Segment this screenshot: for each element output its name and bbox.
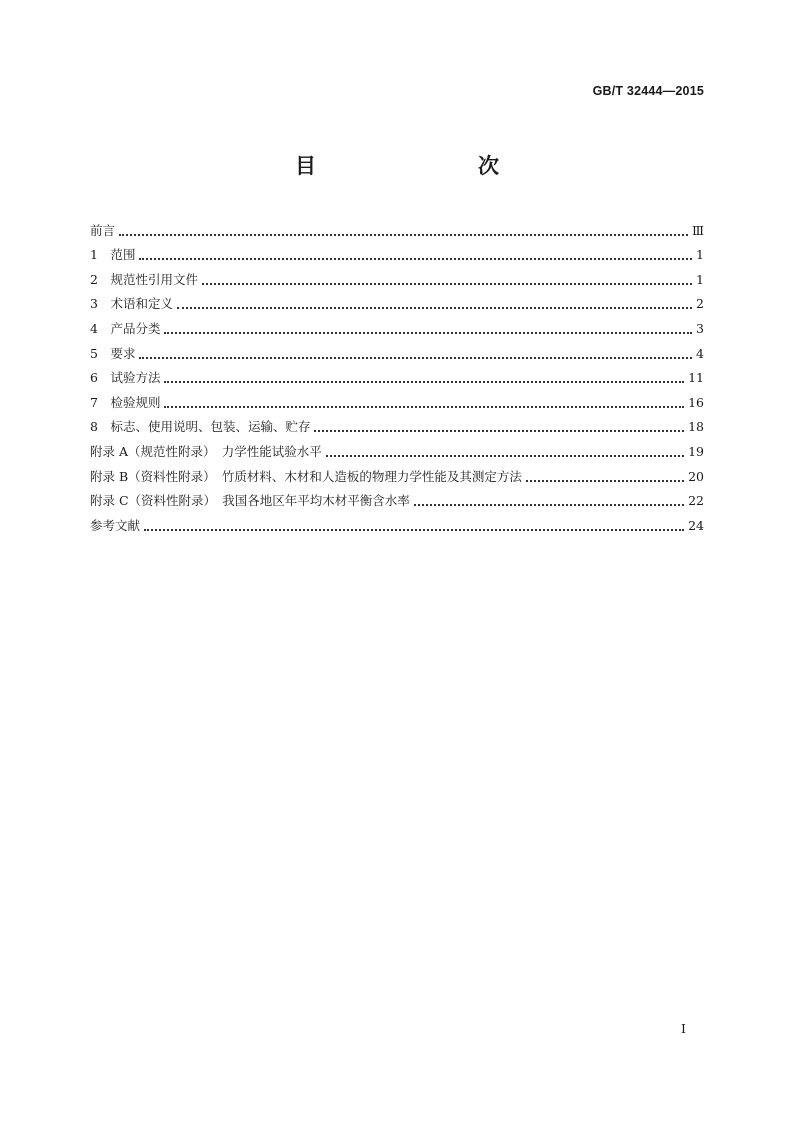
toc-entry-foreword[interactable] [90,214,704,239]
toc-entry-label: 4 产品分类 [90,320,161,336]
toc-entry-inspection-rules[interactable] [90,386,704,411]
toc-entry-normative-references[interactable] [90,263,704,288]
toc-entry-label: 5 要求 [90,345,136,361]
toc-entry-label: 6 试验方法 [90,370,161,386]
toc-entry-page: 24 [688,517,704,533]
toc-entry-test-methods[interactable] [90,362,704,387]
page-title: 目 次 [295,153,539,178]
toc-entry-page: 1 [696,247,704,263]
toc-entry-label: 附录 C（资料性附录） 我国各地区年平均木材平衡含水率 [90,493,410,509]
toc-entry-label: 前言 [90,222,116,238]
leader-dots [314,430,684,432]
leader-dots [202,283,692,285]
toc-entry-bibliography[interactable] [90,509,704,534]
toc-entry-marking-packaging[interactable] [90,411,704,436]
leader-dots [526,480,684,482]
toc-entry-page: 18 [688,419,704,435]
leader-dots [326,455,684,457]
leader-dots [177,307,692,309]
leader-dots [139,258,692,260]
toc-entry-page: 19 [688,443,704,459]
toc-entry-label: 附录 A（规范性附录） 力学性能试验水平 [90,443,322,459]
toc-entry-page: 22 [688,493,704,509]
toc-entry-label: 参考文献 [90,517,141,533]
toc-entry-classification[interactable] [90,312,704,337]
leader-dots [164,332,692,334]
toc-entry-page: 16 [688,394,704,410]
leader-dots [119,234,688,236]
toc-entry-page: 20 [688,468,704,484]
toc-entry-annex-b[interactable] [90,460,704,485]
toc-entry-page: 4 [696,345,704,361]
toc-entry-label: 2 规范性引用文件 [90,271,198,287]
toc-entry-label: 附录 B（资料性附录） 竹质材料、木材和人造板的物理力学性能及其测定方法 [90,468,522,484]
leader-dots [164,406,684,408]
leader-dots [414,504,684,506]
toc-entry-annex-a[interactable] [90,435,704,460]
page-number: I [681,1021,686,1036]
toc-entry-label: 3 术语和定义 [90,296,173,312]
toc-entry-label: 8 标志、使用说明、包装、运输、贮存 [90,419,311,435]
leader-dots [164,381,684,383]
toc-entry-terms-definitions[interactable] [90,288,704,313]
toc-entry-requirements[interactable] [90,337,704,362]
leader-dots [139,357,692,359]
toc-entry-page: 1 [696,271,704,287]
toc-entry-label: 7 检验规则 [90,394,161,410]
toc-entry-page: 3 [696,320,704,336]
table-of-contents [90,214,704,534]
standard-code: GB/T 32444—2015 [592,84,704,98]
leader-dots [144,529,684,531]
toc-entry-page: 2 [696,296,704,312]
toc-entry-label: 1 范围 [90,247,136,263]
toc-entry-page: Ⅲ [691,222,704,238]
toc-entry-annex-c[interactable] [90,485,704,510]
toc-entry-page: 11 [688,370,704,386]
toc-entry-scope[interactable] [90,239,704,264]
